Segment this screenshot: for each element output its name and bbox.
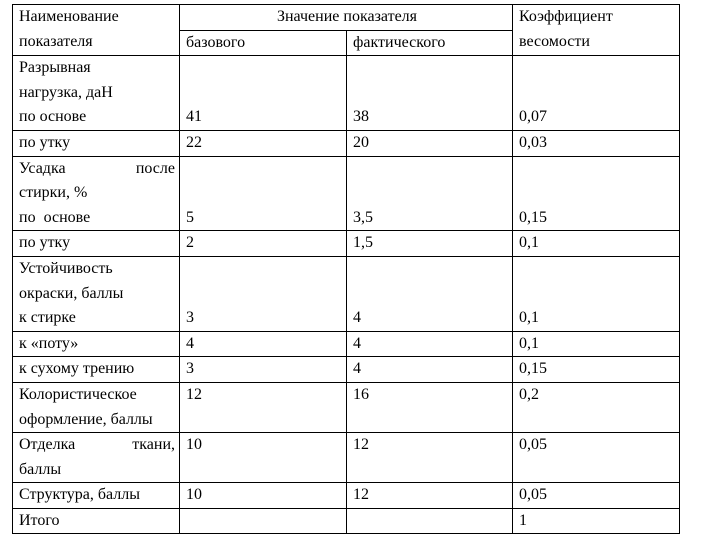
shrink-title-word2: после (135, 159, 175, 177)
colorfast-sweat-base: 4 (180, 331, 347, 357)
header-row-1 (13, 5, 680, 31)
finish-word1: Отделка (19, 436, 76, 454)
finish-line2: баллы (19, 460, 62, 478)
structure-base: 10 (180, 483, 347, 509)
structure-label: Структура, баллы (13, 483, 180, 509)
header-coef-line1: Коэффициент (519, 8, 613, 25)
header-actual-value: фактического (347, 30, 513, 56)
structure-coef: 0,05 (513, 483, 680, 509)
coloristic-line1: Колористическое (19, 385, 137, 403)
shrink-weft-coef: 0,1 (513, 231, 680, 257)
colorfast-sweat-coef: 0,1 (513, 331, 680, 357)
shrink-title-line1 (19, 157, 175, 182)
shrink-title-line2: стирки, % (19, 184, 88, 202)
table-row (13, 382, 680, 432)
breaking-load-name (13, 56, 180, 131)
colorfast-sweat-actual: 4 (347, 331, 513, 357)
breaking-warp-base: 41 (180, 56, 347, 131)
shrink-warp-base: 5 (180, 156, 347, 231)
coloristic-base: 12 (180, 382, 347, 432)
shrink-weft-base: 2 (180, 231, 347, 257)
finish-name (13, 433, 180, 483)
colorfast-friction-label: к сухому трению (13, 357, 180, 383)
header-base-value: базового (180, 30, 347, 56)
breaking-warp-label: по основе (19, 108, 87, 126)
finish-base: 10 (180, 433, 347, 483)
colorfast-title-line1: Устойчивость (19, 259, 113, 277)
total-base (180, 508, 347, 534)
colorfast-wash-label: к стирке (19, 309, 76, 327)
coloristic-coef: 0,2 (513, 382, 680, 432)
finish-line1 (19, 433, 175, 458)
shrink-title-word1: Усадка (19, 159, 66, 177)
table-row (13, 231, 680, 257)
total-coef: 1 (513, 508, 680, 534)
header-weight-coefficient (513, 5, 680, 56)
table-row (13, 483, 680, 509)
colorfast-wash-coef: 0,1 (513, 256, 680, 331)
breaking-weft-coef: 0,03 (513, 130, 680, 156)
table-row (13, 331, 680, 357)
header-indicator-name (13, 5, 180, 56)
table-row (13, 56, 680, 131)
shrink-warp-actual: 3,5 (347, 156, 513, 231)
shrink-warp-label: по основе (19, 208, 91, 226)
colorfast-friction-actual: 4 (347, 357, 513, 383)
coloristic-line2: оформление, баллы (19, 410, 153, 428)
structure-actual: 12 (347, 483, 513, 509)
colorfast-name (13, 256, 180, 331)
breaking-warp-actual: 38 (347, 56, 513, 131)
colorfast-wash-base: 3 (180, 256, 347, 331)
breaking-title-line2: нагрузка, даН (19, 83, 113, 101)
table-row (13, 357, 680, 383)
breaking-warp-coef: 0,07 (513, 56, 680, 131)
quality-indicators-table (12, 4, 680, 534)
breaking-weft-actual: 20 (347, 130, 513, 156)
breaking-title-line1: Разрывная (19, 59, 91, 77)
colorfast-title-line2: окраски, баллы (19, 284, 124, 302)
shrink-warp-coef: 0,15 (513, 156, 680, 231)
colorfast-friction-coef: 0,15 (513, 357, 680, 383)
breaking-weft-label: по утку (13, 130, 180, 156)
table-row (13, 508, 680, 534)
shrink-weft-label: по утку (13, 231, 180, 257)
header-coef-line2: весомости (519, 32, 590, 50)
colorfast-friction-base: 3 (180, 357, 347, 383)
coloristic-name (13, 382, 180, 432)
table-row (13, 433, 680, 483)
finish-actual: 12 (347, 433, 513, 483)
table-row (13, 256, 680, 331)
finish-word2: ткани, (132, 436, 175, 454)
shrink-name (13, 156, 180, 231)
table-row (13, 156, 680, 231)
colorfast-wash-actual: 4 (347, 256, 513, 331)
finish-coef: 0,05 (513, 433, 680, 483)
total-label: Итого (13, 508, 180, 534)
table-row (13, 130, 680, 156)
header-name-line1: Наименование (19, 8, 119, 25)
header-value-group: Значение показателя (180, 5, 513, 31)
coloristic-actual: 16 (347, 382, 513, 432)
colorfast-sweat-label: к «поту» (13, 331, 180, 357)
shrink-weft-actual: 1,5 (347, 231, 513, 257)
breaking-weft-base: 22 (180, 130, 347, 156)
header-name-line2: показателя (19, 32, 93, 50)
total-actual (347, 508, 513, 534)
